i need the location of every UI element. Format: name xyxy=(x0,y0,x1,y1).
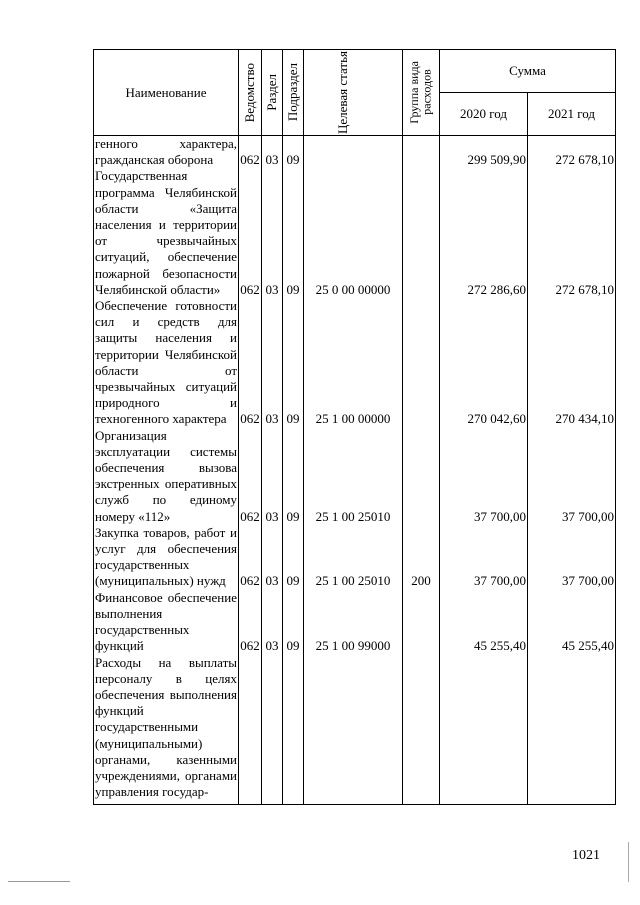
row-razdel xyxy=(262,655,283,801)
row-name: Государственная программа Челябинской области «Защита населения и территории от чрезвычайных ситуаций, обеспечение пожарной безопасности Челябинской области» xyxy=(95,168,237,297)
row-sum-2021 xyxy=(528,655,616,801)
page-number: 1021 xyxy=(572,848,600,863)
row-sum-2021: 45 255,40 xyxy=(528,590,616,655)
row-vedomstvo: 062 xyxy=(239,168,262,298)
row-podrazdel: 09 xyxy=(283,136,304,169)
row-podrazdel: 09 xyxy=(283,525,304,590)
row-razdel: 03 xyxy=(262,590,283,655)
row-expense-group xyxy=(403,136,440,169)
row-podrazdel: 09 xyxy=(283,590,304,655)
row-target-article: 25 1 00 25010 xyxy=(304,525,403,590)
row-sum-2021: 37 700,00 xyxy=(528,525,616,590)
row-razdel: 03 xyxy=(262,298,283,428)
header-sum: Сумма xyxy=(440,50,616,93)
row-target-article: 25 0 00 00000 xyxy=(304,168,403,298)
header-podrazdel: Подраздел xyxy=(283,50,304,136)
row-target-article: 25 1 00 99000 xyxy=(304,590,403,655)
row-expense-group xyxy=(403,298,440,428)
row-sum-2020: 272 286,60 xyxy=(440,168,528,298)
row-razdel: 03 xyxy=(262,136,283,169)
header-razdel: Раздел xyxy=(262,50,283,136)
table-row xyxy=(94,590,616,655)
row-podrazdel: 09 xyxy=(283,428,304,525)
table-row xyxy=(94,655,616,801)
row-sum-2020: 45 255,40 xyxy=(440,590,528,655)
row-razdel: 03 xyxy=(262,525,283,590)
header-year-2021: 2021 год xyxy=(528,93,616,136)
header-expense-group: Группа вида расходов xyxy=(403,50,440,136)
header-vedomstvo: Ведомство xyxy=(239,50,262,136)
row-vedomstvo xyxy=(239,655,262,801)
row-sum-2020: 37 700,00 xyxy=(440,428,528,525)
row-podrazdel xyxy=(283,655,304,801)
row-expense-group xyxy=(403,655,440,801)
row-podrazdel: 09 xyxy=(283,298,304,428)
row-name: генного характера, гражданская оборона xyxy=(95,136,237,168)
row-vedomstvo: 062 xyxy=(239,298,262,428)
row-name: Закупка товаров, работ и услуг для обеспечения государственных (муниципальных) нужд xyxy=(95,524,237,589)
row-expense-group xyxy=(403,590,440,655)
header-target-article: Целевая статья xyxy=(304,50,403,136)
row-target-article xyxy=(304,655,403,801)
table-row xyxy=(94,298,616,428)
header-name: Наименование xyxy=(94,50,239,136)
row-target-article: 25 1 00 25010 xyxy=(304,428,403,525)
footnote-divider xyxy=(8,881,70,882)
row-expense-group: 200 xyxy=(403,525,440,590)
row-sum-2020 xyxy=(440,655,528,801)
row-razdel: 03 xyxy=(262,168,283,298)
row-name: Организация эксплуатации системы обеспечения вызова экстренных оперативных служб по единому номеру «112» xyxy=(95,427,237,524)
row-vedomstvo: 062 xyxy=(239,428,262,525)
page-edge-mark xyxy=(628,842,629,882)
header-year-2020: 2020 год xyxy=(440,93,528,136)
row-vedomstvo: 062 xyxy=(239,136,262,169)
row-name: Расходы на выплаты персоналу в целях обеспечения выполнения функций государственными (муниципальными) органами, казенными учреждениями, органами управления государ- xyxy=(95,654,237,800)
row-sum-2021: 272 678,10 xyxy=(528,168,616,298)
budget-table xyxy=(93,49,616,805)
row-sum-2021: 272 678,10 xyxy=(528,136,616,169)
row-name: Обеспечение готовности сил и средств для защиты населения и территории Челябинской области от чрезвычайных ситуаций природного и техногенного характера xyxy=(95,298,237,427)
row-sum-2021: 37 700,00 xyxy=(528,428,616,525)
table-row xyxy=(94,136,616,169)
row-vedomstvo: 062 xyxy=(239,525,262,590)
row-name: Финансовое обеспечение выполнения государственных функций xyxy=(95,589,237,654)
row-target-article xyxy=(304,136,403,169)
row-podrazdel: 09 xyxy=(283,168,304,298)
row-expense-group xyxy=(403,428,440,525)
row-sum-2020: 270 042,60 xyxy=(440,298,528,428)
row-target-article: 25 1 00 00000 xyxy=(304,298,403,428)
row-expense-group xyxy=(403,168,440,298)
row-sum-2021: 270 434,10 xyxy=(528,298,616,428)
row-vedomstvo: 062 xyxy=(239,590,262,655)
row-razdel: 03 xyxy=(262,428,283,525)
table-row xyxy=(94,168,616,298)
table-bottom-edge xyxy=(94,800,616,805)
table-row xyxy=(94,525,616,590)
row-sum-2020: 299 509,90 xyxy=(440,136,528,169)
row-sum-2020: 37 700,00 xyxy=(440,525,528,590)
table-row xyxy=(94,428,616,525)
